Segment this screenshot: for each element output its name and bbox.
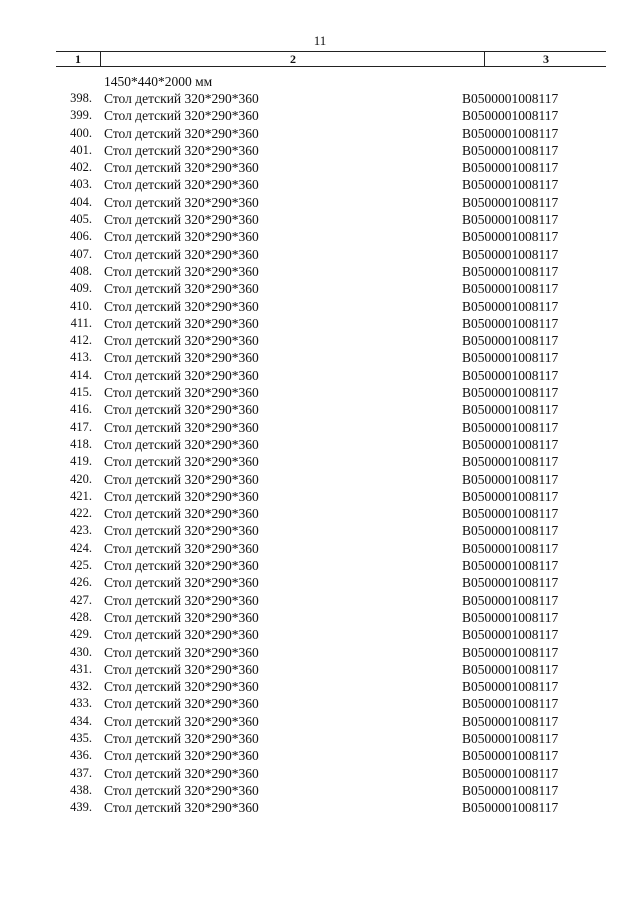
item-name: Стол детский 320*290*360 bbox=[104, 436, 259, 452]
item-name: Стол детский 320*290*360 bbox=[104, 506, 259, 522]
inventory-code: B0500001008117 bbox=[462, 609, 559, 625]
row-number: 417. bbox=[70, 419, 92, 434]
inventory-code: B0500001008117 bbox=[462, 592, 559, 608]
continuation-text: 1450*440*2000 мм bbox=[104, 74, 213, 89]
inventory-code: B0500001008117 bbox=[462, 540, 559, 556]
row-number: 408. bbox=[70, 263, 92, 278]
inventory-code: B0500001008117 bbox=[462, 177, 559, 193]
table-row bbox=[0, 453, 640, 470]
item-name: Стол детский 320*290*360 bbox=[104, 592, 259, 608]
table-row bbox=[0, 522, 640, 539]
row-number: 435. bbox=[70, 730, 92, 745]
row-number: 434. bbox=[70, 713, 92, 728]
inventory-code: B0500001008117 bbox=[462, 558, 559, 574]
row-number: 428. bbox=[70, 609, 92, 624]
table-row bbox=[0, 626, 640, 643]
row-number: 419. bbox=[70, 454, 92, 469]
item-name: Стол детский 320*290*360 bbox=[104, 142, 259, 158]
item-name: Стол детский 320*290*360 bbox=[104, 298, 259, 314]
inventory-code: B0500001008117 bbox=[462, 419, 559, 435]
row-number: 421. bbox=[70, 488, 92, 503]
table-row bbox=[0, 609, 640, 626]
item-name: Стол детский 320*290*360 bbox=[104, 229, 259, 245]
inventory-code: B0500001008117 bbox=[462, 800, 559, 816]
item-name: Стол детский 320*290*360 bbox=[104, 782, 259, 798]
row-number: 401. bbox=[70, 142, 92, 157]
inventory-code: B0500001008117 bbox=[462, 765, 559, 781]
row-number: 415. bbox=[70, 385, 92, 400]
item-name: Стол детский 320*290*360 bbox=[104, 627, 259, 643]
inventory-code: B0500001008117 bbox=[462, 575, 559, 591]
inventory-code: B0500001008117 bbox=[462, 696, 559, 712]
inventory-code: B0500001008117 bbox=[462, 194, 559, 210]
item-name: Стол детский 320*290*360 bbox=[104, 281, 259, 297]
table-row bbox=[0, 540, 640, 557]
item-name: Стол детский 320*290*360 bbox=[104, 212, 259, 228]
item-name: Стол детский 320*290*360 bbox=[104, 748, 259, 764]
row-number: 413. bbox=[70, 350, 92, 365]
item-name: Стол детский 320*290*360 bbox=[104, 713, 259, 729]
table-row bbox=[0, 799, 640, 816]
table-row bbox=[0, 592, 640, 609]
inventory-code: B0500001008117 bbox=[462, 125, 559, 141]
item-name: Стол детский 320*290*360 bbox=[104, 575, 259, 591]
table-row bbox=[0, 678, 640, 695]
item-name: Стол детский 320*290*360 bbox=[104, 160, 259, 176]
row-number: 424. bbox=[70, 540, 92, 555]
row-number: 412. bbox=[70, 333, 92, 348]
table-row bbox=[0, 159, 640, 176]
table-row bbox=[0, 419, 640, 436]
table-row bbox=[0, 436, 640, 453]
table-row bbox=[0, 401, 640, 418]
inventory-code: B0500001008117 bbox=[462, 298, 559, 314]
table-row bbox=[0, 488, 640, 505]
item-name: Стол детский 320*290*360 bbox=[104, 263, 259, 279]
inventory-code: B0500001008117 bbox=[462, 713, 559, 729]
inventory-code: B0500001008117 bbox=[462, 488, 559, 504]
inventory-code: B0500001008117 bbox=[462, 679, 559, 695]
item-name: Стол детский 320*290*360 bbox=[104, 609, 259, 625]
row-number: 414. bbox=[70, 367, 92, 382]
item-name: Стол детский 320*290*360 bbox=[104, 419, 259, 435]
table-row bbox=[0, 194, 640, 211]
table-row bbox=[0, 176, 640, 193]
table-row bbox=[0, 661, 640, 678]
page-number: 11 bbox=[313, 33, 327, 48]
inventory-code: B0500001008117 bbox=[462, 748, 559, 764]
row-number: 409. bbox=[70, 281, 92, 296]
item-name: Стол детский 320*290*360 bbox=[104, 523, 259, 539]
header-col-2: 2 bbox=[100, 52, 485, 66]
inventory-code: B0500001008117 bbox=[462, 229, 559, 245]
item-name: Стол детский 320*290*360 bbox=[104, 91, 259, 106]
inventory-code: B0500001008117 bbox=[462, 367, 559, 383]
inventory-code: B0500001008117 bbox=[462, 454, 559, 470]
table-header bbox=[56, 51, 606, 67]
row-number: 430. bbox=[70, 644, 92, 659]
row-number: 416. bbox=[70, 402, 92, 417]
inventory-code: B0500001008117 bbox=[462, 91, 559, 106]
table-row bbox=[0, 695, 640, 712]
row-number: 437. bbox=[70, 765, 92, 780]
row-number: 402. bbox=[70, 160, 92, 175]
table-row bbox=[0, 557, 640, 574]
row-number: 404. bbox=[70, 194, 92, 209]
table-row bbox=[0, 730, 640, 747]
table-row bbox=[0, 471, 640, 488]
inventory-code: B0500001008117 bbox=[462, 644, 559, 660]
item-name: Стол детский 320*290*360 bbox=[104, 661, 259, 677]
row-number: 399. bbox=[70, 108, 92, 123]
row-number: 436. bbox=[70, 748, 92, 763]
table-row bbox=[0, 384, 640, 401]
table-row bbox=[0, 298, 640, 315]
item-name: Стол детский 320*290*360 bbox=[104, 644, 259, 660]
row-number: 423. bbox=[70, 523, 92, 538]
table-row bbox=[0, 349, 640, 366]
table-row bbox=[0, 747, 640, 764]
item-name: Стол детский 320*290*360 bbox=[104, 350, 259, 366]
row-number: 420. bbox=[70, 471, 92, 486]
row-number: 398. bbox=[70, 91, 92, 105]
item-name: Стол детский 320*290*360 bbox=[104, 471, 259, 487]
inventory-code: B0500001008117 bbox=[462, 782, 559, 798]
row-number: 427. bbox=[70, 592, 92, 607]
row-number: 406. bbox=[70, 229, 92, 244]
table-row bbox=[0, 211, 640, 228]
item-name: Стол детский 320*290*360 bbox=[104, 730, 259, 746]
row-number: 410. bbox=[70, 298, 92, 313]
row-number: 432. bbox=[70, 679, 92, 694]
item-name: Стол детский 320*290*360 bbox=[104, 679, 259, 695]
row-number: 433. bbox=[70, 696, 92, 711]
row-number: 400. bbox=[70, 125, 92, 140]
table-body bbox=[0, 90, 640, 816]
table-row bbox=[0, 125, 640, 142]
inventory-code: B0500001008117 bbox=[462, 333, 559, 349]
inventory-code: B0500001008117 bbox=[462, 506, 559, 522]
item-name: Стол детский 320*290*360 bbox=[104, 125, 259, 141]
row-number: 429. bbox=[70, 627, 92, 642]
inventory-code: B0500001008117 bbox=[462, 281, 559, 297]
table-row bbox=[0, 315, 640, 332]
item-name: Стол детский 320*290*360 bbox=[104, 402, 259, 418]
inventory-code: B0500001008117 bbox=[462, 263, 559, 279]
item-name: Стол детский 320*290*360 bbox=[104, 488, 259, 504]
header-col-1: 1 bbox=[75, 52, 81, 66]
item-name: Стол детский 320*290*360 bbox=[104, 367, 259, 383]
item-name: Стол детский 320*290*360 bbox=[104, 177, 259, 193]
table-row bbox=[0, 90, 640, 107]
table-row bbox=[0, 765, 640, 782]
table-row bbox=[0, 246, 640, 263]
item-name: Стол детский 320*290*360 bbox=[104, 315, 259, 331]
item-name: Стол детский 320*290*360 bbox=[104, 454, 259, 470]
table-row bbox=[0, 782, 640, 799]
inventory-code: B0500001008117 bbox=[462, 471, 559, 487]
item-name: Стол детский 320*290*360 bbox=[104, 696, 259, 712]
table-row bbox=[0, 644, 640, 661]
table-row bbox=[0, 367, 640, 384]
inventory-code: B0500001008117 bbox=[462, 627, 559, 643]
table-row bbox=[0, 107, 640, 124]
item-name: Стол детский 320*290*360 bbox=[104, 558, 259, 574]
table-row bbox=[0, 280, 640, 297]
table-row bbox=[0, 574, 640, 591]
inventory-code: B0500001008117 bbox=[462, 108, 559, 124]
item-name: Стол детский 320*290*360 bbox=[104, 800, 259, 816]
row-number: 411. bbox=[70, 315, 92, 330]
inventory-code: B0500001008117 bbox=[462, 350, 559, 366]
table-row bbox=[0, 505, 640, 522]
inventory-code: B0500001008117 bbox=[462, 142, 559, 158]
row-number: 425. bbox=[70, 558, 92, 573]
item-name: Стол детский 320*290*360 bbox=[104, 246, 259, 262]
inventory-code: B0500001008117 bbox=[462, 385, 559, 401]
item-name: Стол детский 320*290*360 bbox=[104, 385, 259, 401]
inventory-code: B0500001008117 bbox=[462, 436, 559, 452]
inventory-code: B0500001008117 bbox=[462, 402, 559, 418]
inventory-code: B0500001008117 bbox=[462, 523, 559, 539]
item-name: Стол детский 320*290*360 bbox=[104, 540, 259, 556]
table-row bbox=[0, 332, 640, 349]
item-name: Стол детский 320*290*360 bbox=[104, 333, 259, 349]
inventory-code: B0500001008117 bbox=[462, 246, 559, 262]
inventory-code: B0500001008117 bbox=[462, 160, 559, 176]
row-number: 431. bbox=[70, 661, 92, 676]
row-number: 422. bbox=[70, 506, 92, 521]
row-number: 407. bbox=[70, 246, 92, 261]
inventory-code: B0500001008117 bbox=[462, 212, 559, 228]
item-name: Стол детский 320*290*360 bbox=[104, 108, 259, 124]
table-row bbox=[0, 228, 640, 245]
table-row bbox=[0, 142, 640, 159]
inventory-code: B0500001008117 bbox=[462, 315, 559, 331]
item-name: Стол детский 320*290*360 bbox=[104, 765, 259, 781]
row-number: 403. bbox=[70, 177, 92, 192]
row-number: 405. bbox=[70, 212, 92, 227]
row-number: 418. bbox=[70, 436, 92, 451]
row-number: 438. bbox=[70, 782, 92, 797]
inventory-code: B0500001008117 bbox=[462, 730, 559, 746]
header-col-3: 3 bbox=[484, 52, 607, 66]
row-number: 426. bbox=[70, 575, 92, 590]
table-row bbox=[0, 263, 640, 280]
item-name: Стол детский 320*290*360 bbox=[104, 194, 259, 210]
row-number: 439. bbox=[70, 800, 92, 815]
inventory-code: B0500001008117 bbox=[462, 661, 559, 677]
table-row bbox=[0, 713, 640, 730]
